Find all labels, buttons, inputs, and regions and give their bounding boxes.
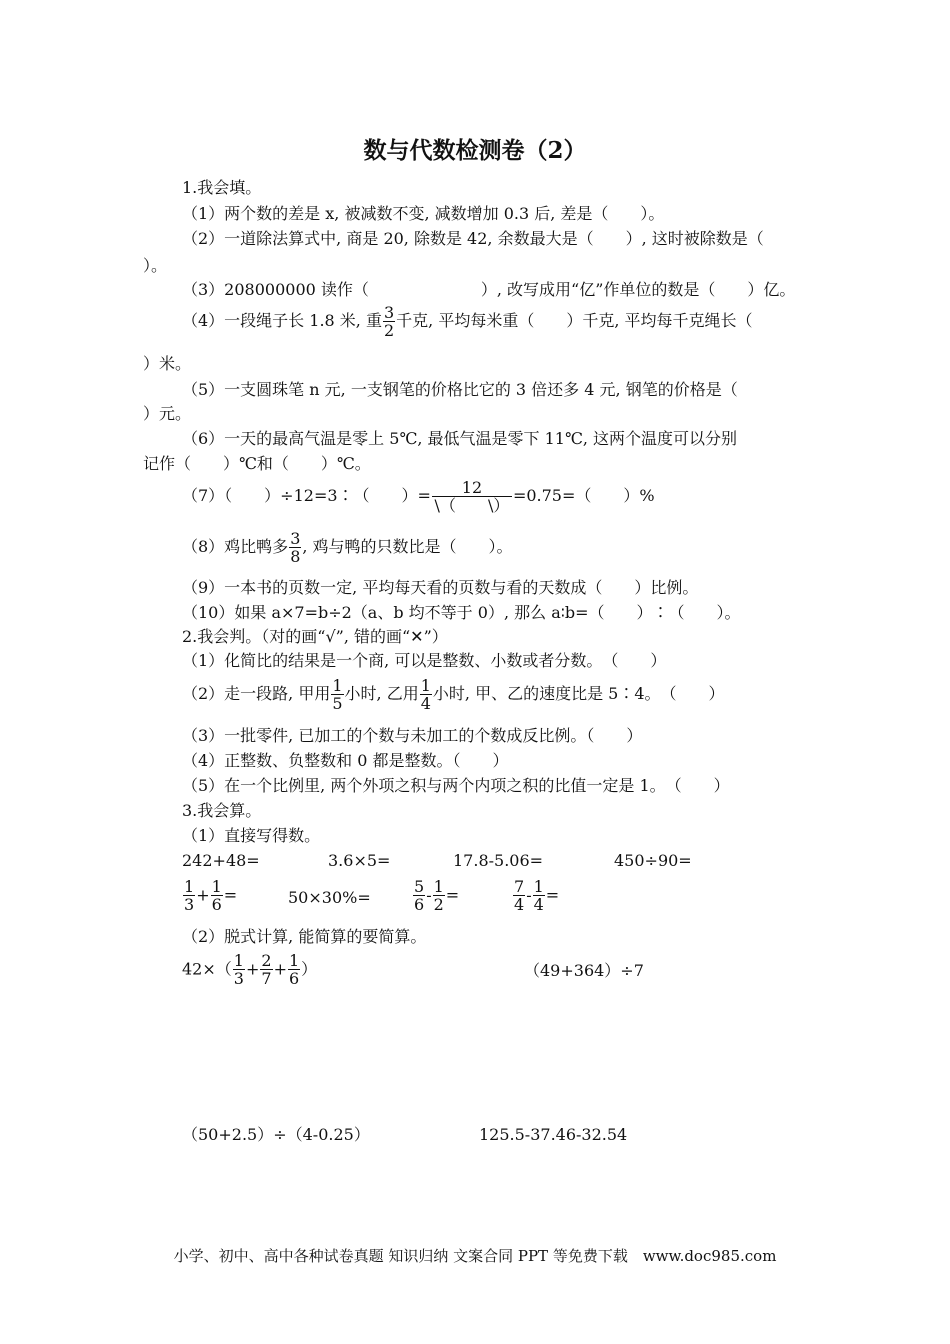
numerator: 1 xyxy=(211,877,222,896)
calc-6: 50×30%= xyxy=(288,888,371,907)
expression-4: 125.5-37.46-32.54 xyxy=(479,1125,628,1144)
fraction-1-3 xyxy=(183,878,195,913)
denominator: \（ \） xyxy=(434,496,510,515)
expression-1 xyxy=(182,952,317,987)
judge-1: （1）化简比的结果是一个商, 可以是整数、小数或者分数。 （ ） xyxy=(182,651,667,670)
question-1-3: （3）208000000 读作（ ）, 改写成用“亿”作单位的数是（ ）亿。 xyxy=(182,280,796,299)
sub-heading-stepwise: （2）脱式计算, 能简算的要简算。 xyxy=(182,927,427,946)
judge-2-b: 小时, 乙用 xyxy=(344,684,419,703)
q4-suffix: 千克, 平均每米重（ ）千克, 平均每千克绳长（ xyxy=(396,311,753,330)
denominator: 2 xyxy=(433,895,444,914)
section-1-heading: 1.我会填。 xyxy=(182,178,262,197)
fraction-1-5 xyxy=(331,677,343,712)
fraction-5-6 xyxy=(413,878,425,913)
calc-8 xyxy=(512,878,559,913)
judge-2-a: （2）走一段路, 甲用 xyxy=(182,684,331,703)
expression-2: （49+364）÷7 xyxy=(524,961,644,980)
question-1-7 xyxy=(182,479,655,514)
calc-4: 450÷90= xyxy=(614,851,692,870)
numerator: 1 xyxy=(233,951,244,970)
denominator: 4 xyxy=(420,694,431,713)
fraction-12-blank xyxy=(432,479,512,514)
fraction-1-2 xyxy=(433,878,445,913)
numerator: 3 xyxy=(290,529,301,548)
question-1-4-cont: ）米。 xyxy=(143,354,192,373)
section-2-heading: 2.我会判。（对的画“√”, 错的画“✕”） xyxy=(182,627,448,646)
question-1-10: （10）如果 a×7=b÷2（a、b 均不等于 0）, 那么 a∶b=（ ）∶（ ）。 xyxy=(182,603,741,622)
denominator: 6 xyxy=(414,895,425,914)
denominator: 2 xyxy=(383,321,395,340)
fraction-3-2 xyxy=(383,304,395,339)
numerator: 1 xyxy=(184,877,195,896)
numerator: 1 xyxy=(288,951,300,970)
numerator: 12 xyxy=(432,479,512,497)
sub-heading-direct: （1）直接写得数。 xyxy=(182,826,321,845)
question-1-1: （1）两个数的差是 x, 被减数不变, 减数增加 0.3 后, 差是（ ）。 xyxy=(182,204,665,223)
question-1-2: （2）一道除法算式中, 商是 20, 除数是 42, 余数最大是（ ）, 这时被除数是（ xyxy=(182,229,764,248)
denominator: 6 xyxy=(288,969,300,988)
section-3-heading: 3.我会算。 xyxy=(182,801,262,820)
calc-7 xyxy=(412,878,459,913)
denominator: 6 xyxy=(211,895,222,914)
calc-1: 242+48= xyxy=(182,851,260,870)
fraction-1-6 xyxy=(211,878,223,913)
judge-2-c: 小时, 甲、乙的速度比是 5∶4。 （ ） xyxy=(432,684,725,703)
q7-suffix: =0.75=（ ）% xyxy=(512,486,655,505)
equals-sign: = xyxy=(223,885,238,905)
fraction-1-4 xyxy=(420,677,432,712)
minus-sign: - xyxy=(426,885,432,905)
judge-4: （4）正整数、负整数和 0 都是整数。（ ） xyxy=(182,751,509,770)
denominator: 3 xyxy=(233,969,244,988)
plus-sign: + xyxy=(245,959,260,979)
numerator: 7 xyxy=(514,877,525,896)
expr1-prefix: 42×（ xyxy=(182,959,232,979)
fraction-2-7 xyxy=(260,952,272,987)
denominator: 8 xyxy=(290,547,301,566)
denominator: 3 xyxy=(184,895,195,914)
fraction-3-8 xyxy=(289,530,301,565)
question-1-8 xyxy=(182,530,513,565)
numerator: 1 xyxy=(433,877,444,896)
plus-sign: + xyxy=(273,959,287,979)
question-1-2-cont: ）。 xyxy=(143,256,168,275)
calc-5 xyxy=(182,878,237,913)
denominator: 5 xyxy=(332,694,343,713)
fraction-1-6b xyxy=(288,952,300,987)
fraction-1-3b xyxy=(233,952,245,987)
denominator: 4 xyxy=(514,895,525,914)
equals-sign: = xyxy=(445,885,460,905)
fraction-7-4 xyxy=(513,878,525,913)
numerator: 2 xyxy=(261,951,272,970)
question-1-6-cont: 记作（ ）℃和（ ）℃。 xyxy=(143,454,371,473)
question-1-4 xyxy=(182,304,753,339)
numerator: 3 xyxy=(383,303,395,322)
q4-prefix: （4）一段绳子长 1.8 米, 重 xyxy=(182,311,382,330)
equals-sign: = xyxy=(545,885,560,905)
minus-sign: - xyxy=(526,885,532,905)
question-1-5-cont: ）元。 xyxy=(143,404,192,423)
q7-prefix: （7）（ ）÷12=3∶（ ）= xyxy=(182,486,431,505)
judge-3: （3）一批零件, 已加工的个数与未加工的个数成反比例。（ ） xyxy=(182,726,643,745)
expression-3: （50+2.5）÷（4-0.25） xyxy=(182,1125,370,1144)
q8-suffix: , 鸡与鸭的只数比是（ ）。 xyxy=(302,537,513,556)
q8-prefix: （8）鸡比鸭多 xyxy=(182,537,289,556)
judge-2 xyxy=(182,677,725,712)
question-1-9: （9）一本书的页数一定, 平均每天看的页数与看的天数成（ ）比例。 xyxy=(182,578,699,597)
question-1-5: （5）一支圆珠笔 n 元, 一支钢笔的价格比它的 3 倍还多 4 元, 钢笔的价格是（ xyxy=(182,380,738,399)
numerator: 1 xyxy=(533,877,544,896)
numerator: 1 xyxy=(420,676,431,695)
numerator: 1 xyxy=(332,676,343,695)
plus-sign: + xyxy=(196,885,210,905)
numerator: 5 xyxy=(414,877,425,896)
denominator: 7 xyxy=(261,969,272,988)
question-1-6: （6）一天的最高气温是零上 5℃, 最低气温是零下 11℃, 这两个温度可以分别 xyxy=(182,429,738,448)
page-title: 数与代数检测卷（2） xyxy=(363,137,587,164)
denominator: 4 xyxy=(533,895,544,914)
footer-text: 小学、初中、高中各种试卷真题 知识归纳 文案合同 PPT 等免费下载 www.doc985.com xyxy=(173,1247,777,1265)
fraction-1-4b xyxy=(533,878,545,913)
calc-3: 17.8-5.06= xyxy=(453,851,544,870)
expr1-suffix: ） xyxy=(301,959,318,979)
calc-2: 3.6×5= xyxy=(328,851,391,870)
judge-5: （5）在一个比例里, 两个外项之积与两个内项之积的比值一定是 1。 （ ） xyxy=(182,776,730,795)
